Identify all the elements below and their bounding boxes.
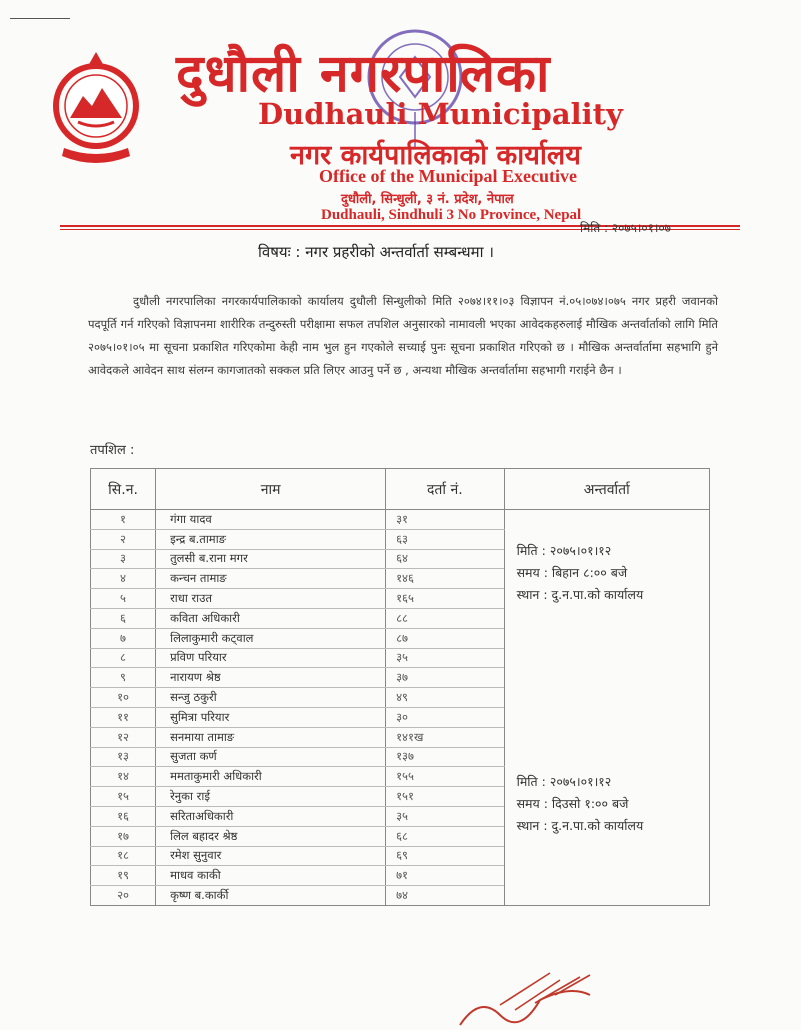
interview-time: समय : दिउसो १:०० बजे xyxy=(516,796,629,812)
name-cell: प्रविण परियार xyxy=(156,648,386,668)
interview-place: स्थान : दु.न.पा.को कार्यालय xyxy=(516,587,644,602)
registration-cell: १५१ xyxy=(386,787,505,807)
registration-cell: ६३ xyxy=(386,529,505,549)
col-header-interview: अन्तर्वार्ता xyxy=(504,469,709,510)
name-cell: माधव काकी xyxy=(156,866,386,886)
address-english: Dudhauli, Sindhuli 3 No Province, Nepal xyxy=(321,207,582,223)
serial-cell: ८ xyxy=(91,648,156,668)
table-row xyxy=(91,747,710,767)
table-row xyxy=(91,510,710,530)
registration-cell: ३७ xyxy=(386,668,505,688)
registration-cell: ६४ xyxy=(386,549,505,569)
serial-cell: १७ xyxy=(91,826,156,846)
name-cell: कृष्ण ब.कार्की xyxy=(156,886,386,906)
name-cell: राधा राउत xyxy=(156,589,386,609)
candidates-table xyxy=(90,468,710,906)
registration-cell: १६५ xyxy=(386,589,505,609)
name-cell: सनमाया तामाङ xyxy=(156,727,386,747)
name-cell: रमेश सुनुवार xyxy=(156,846,386,866)
name-cell: सुजता कर्ण xyxy=(156,747,386,767)
name-cell: ममताकुमारी अधिकारी xyxy=(156,767,386,787)
col-header-name: नाम xyxy=(156,469,386,510)
interview-date: मिति : २०७५।०१।१२ xyxy=(516,774,612,790)
municipality-name-nepali: दुधौली नगरपालिका xyxy=(176,44,551,104)
interview-date: मिति : २०७५।०१।१२ xyxy=(516,543,612,558)
name-cell: लिलाकुमारी कट्वाल xyxy=(156,628,386,648)
name-cell: इन्द्र ब.तामाङ xyxy=(156,529,386,549)
serial-cell: ४ xyxy=(91,569,156,589)
registration-cell: ८७ xyxy=(386,628,505,648)
registration-cell: ६८ xyxy=(386,826,505,846)
serial-cell: १३ xyxy=(91,747,156,767)
interview-schedule-cell xyxy=(504,510,709,748)
interview-schedule-cell xyxy=(504,747,709,905)
name-cell: गंगा यादव xyxy=(156,510,386,530)
serial-cell: १४ xyxy=(91,767,156,787)
interview-place: स्थान : दु.न.पा.को कार्यालय xyxy=(516,818,644,834)
interview-time: समय : बिहान ८:०० बजे xyxy=(516,565,628,580)
registration-cell: ३१ xyxy=(386,510,505,530)
body-paragraph: दुधौली नगरपालिका नगरकार्यपालिकाको कार्यालय दुधौली सिन्धुलीको मिति २०७४।११।०३ विज्ञापन नं.०५।०७४।०७५ नगर प्रहरी जवानको पदपूर्ति गर्न गरिएको विज्ञापनमा शारीरिक तन्दुरुस्ती परीक्षामा सफल तपशिल अनुसारको नामावली भएका आवेदकहरुलाई मौखिक अन्तर्वार्ताको लागि मिति २०७५।०१।०५ मा सूचना प्रकाशित गरिएकोमा केही नाम भुल हुन गएकोले सच्याई पुनः सूचना प्रकाशित गरिएको छ । मौखिक अन्तर्वार्तामा सहभागि हुने आवेदकले आवेदन साथ संलग्न कागजातको सक्कल प्रति लिएर आउनु पर्ने छ , अन्यथा मौखिक अन्तर्वार्तामा सहभागी गराईने छैन । xyxy=(88,294,718,377)
name-cell: सरिताअधिकारी xyxy=(156,806,386,826)
registration-cell: ६९ xyxy=(386,846,505,866)
table-body xyxy=(91,510,710,906)
address-nepali: दुधौली, सिन्धुली, ३ नं. प्रदेश, नेपाल xyxy=(341,192,514,207)
page-corner-mark xyxy=(10,18,70,19)
municipality-name-english: Dudhauli Municipality xyxy=(258,97,623,131)
registration-cell: १५५ xyxy=(386,767,505,787)
registration-cell: १४१ख xyxy=(386,727,505,747)
name-cell: कन्चन तामाङ xyxy=(156,569,386,589)
serial-cell: १० xyxy=(91,688,156,708)
serial-cell: ३ xyxy=(91,549,156,569)
name-cell: रेनुका राई xyxy=(156,787,386,807)
name-cell: नारायण श्रेष्ठ xyxy=(156,668,386,688)
registration-cell: १४६ xyxy=(386,569,505,589)
details-label: तपशिल : xyxy=(90,443,135,458)
serial-cell: ९ xyxy=(91,668,156,688)
name-cell: सुमित्रा परियार xyxy=(156,707,386,727)
name-cell: तुलसी ब.राना मगर xyxy=(156,549,386,569)
registration-cell: १३७ xyxy=(386,747,505,767)
serial-cell: ११ xyxy=(91,707,156,727)
serial-cell: ७ xyxy=(91,628,156,648)
serial-cell: २० xyxy=(91,886,156,906)
registration-cell: ३५ xyxy=(386,806,505,826)
serial-cell: १९ xyxy=(91,866,156,886)
office-name-nepali: नगर कार्यपालिकाको कार्यालय xyxy=(290,140,581,171)
serial-cell: ५ xyxy=(91,589,156,609)
registration-cell: ३० xyxy=(386,707,505,727)
name-cell: लिल बहादर श्रेष्ठ xyxy=(156,826,386,846)
letter-date: मिति : २०७५।०१।०७ xyxy=(580,221,671,235)
serial-cell: २ xyxy=(91,529,156,549)
office-name-english: Office of the Municipal Executive xyxy=(319,166,577,186)
serial-cell: १५ xyxy=(91,787,156,807)
serial-cell: ६ xyxy=(91,608,156,628)
nepal-emblem-icon xyxy=(48,48,144,168)
serial-cell: १२ xyxy=(91,727,156,747)
handwritten-signature xyxy=(440,965,640,1030)
col-header-serial: सि.न. xyxy=(91,469,156,510)
serial-cell: १८ xyxy=(91,846,156,866)
registration-cell: ३५ xyxy=(386,648,505,668)
serial-cell: १ xyxy=(91,510,156,530)
registration-cell: ७१ xyxy=(386,866,505,886)
subject-line: विषयः : नगर प्रहरीको अन्तर्वार्ता सम्बन्धमा । xyxy=(258,243,494,261)
registration-cell: ७४ xyxy=(386,886,505,906)
registration-cell: ४९ xyxy=(386,688,505,708)
name-cell: सन्जु ठकुरी xyxy=(156,688,386,708)
serial-cell: १६ xyxy=(91,806,156,826)
table-header-row xyxy=(91,469,710,510)
registration-cell: ८८ xyxy=(386,608,505,628)
col-header-registration: दर्ता नं. xyxy=(386,469,505,510)
name-cell: कविता अधिकारी xyxy=(156,608,386,628)
